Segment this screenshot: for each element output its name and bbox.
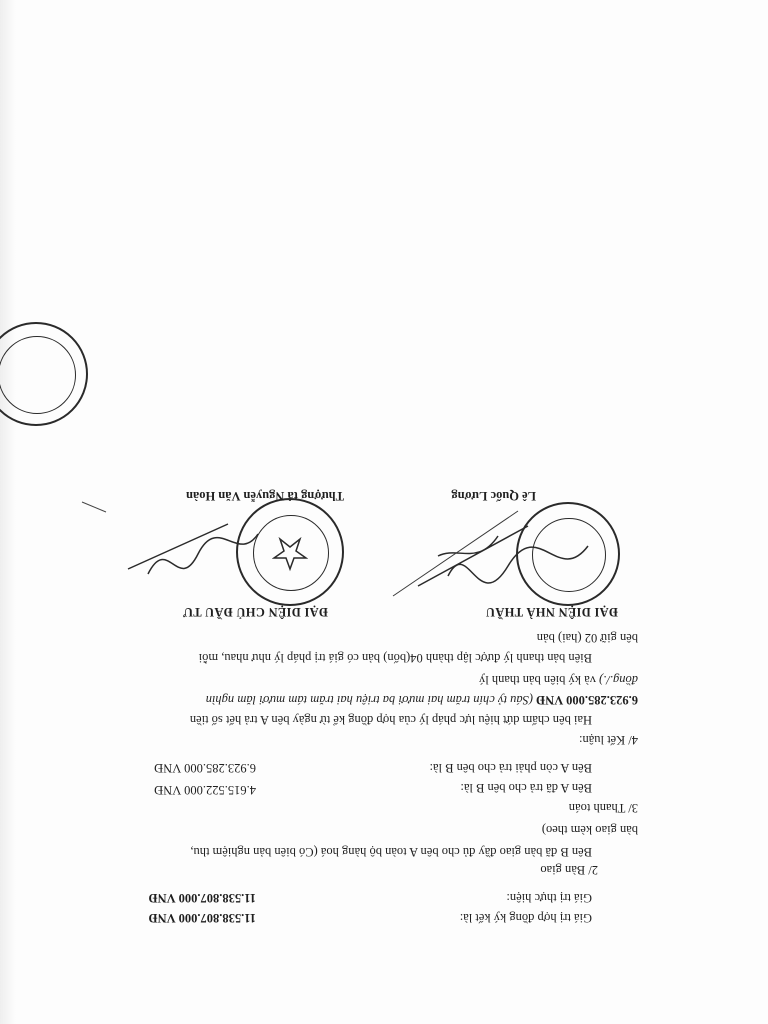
partial-edge-seal-inner-ring [0, 336, 76, 414]
pen-mark [78, 498, 108, 514]
section-4-line-3 [479, 672, 638, 688]
contractor-signature [388, 496, 618, 606]
paid-label: Bên A đã trả cho bên B là: [460, 781, 592, 795]
contractor-rep-name: Lê Quốc Lương [451, 489, 536, 503]
executed-value-amount: 11.538.807.000 VNĐ [148, 891, 256, 905]
section-4-title: 4/ Kết luận: [578, 733, 638, 747]
section-2-line-2: bàn giao kèm theo) [541, 823, 638, 837]
section-4-line-1: Hai bên chấm dứt hiệu lực pháp lý của hợp đồng kể từ ngày bên A trả hết số tiền [189, 713, 592, 727]
paid-amount: 4.615.522.000 VNĐ [154, 783, 256, 797]
investor-rep-title: ĐẠI DIỆN CHỦ ĐẦU TƯ [182, 605, 328, 619]
remaining-amount: 6.923.285.000 VNĐ [154, 761, 256, 775]
section-2-title: 2/ Bàn giao [540, 863, 598, 877]
executed-value-label: Giá trị thực hiện: [506, 891, 592, 905]
amount-in-words: (Sáu tỷ chín trăm hai mươi ba triệu hai trăm tám mươi lăm nghìn [205, 693, 534, 707]
section-4-line-2 [206, 692, 638, 708]
closing-line-1: Biên bản thanh lý được lập thành 04(bốn) bản có giá trị pháp lý như nhau, mỗi [198, 651, 592, 665]
section-3-title: 3/ Thanh toán [568, 801, 638, 815]
star-emblem-icon [272, 536, 308, 572]
remaining-label: Bên A còn phải trả cho bên B là: [429, 761, 592, 775]
section-2-line-1: Bên B đã bàn giao đầy đủ cho bên A toàn bộ hàng hoá (Có biên bản nghiệm thu, [190, 845, 592, 859]
section-4-line-3-rest: và ký biên bản thanh lý [478, 673, 600, 687]
contractor-rep-title: ĐẠI DIỆN NHÀ THẦU [485, 605, 618, 619]
remaining-amount-bold: 6.923.285.000 VNĐ [536, 693, 638, 707]
investor-signature [118, 504, 268, 594]
contract-value-label: Giá trị hợp đồng ký kết là: [459, 911, 592, 925]
amount-in-words-end: đồng./.) [599, 673, 638, 687]
partial-edge-seal [0, 322, 88, 426]
closing-line-2: bên giữ 02 (hai) bản [536, 631, 638, 645]
investor-rep-name: Thượng tá Nguyễn Văn Hoàn [186, 489, 344, 503]
contract-value-amount: 11.538.807.000 VNĐ [148, 911, 256, 925]
